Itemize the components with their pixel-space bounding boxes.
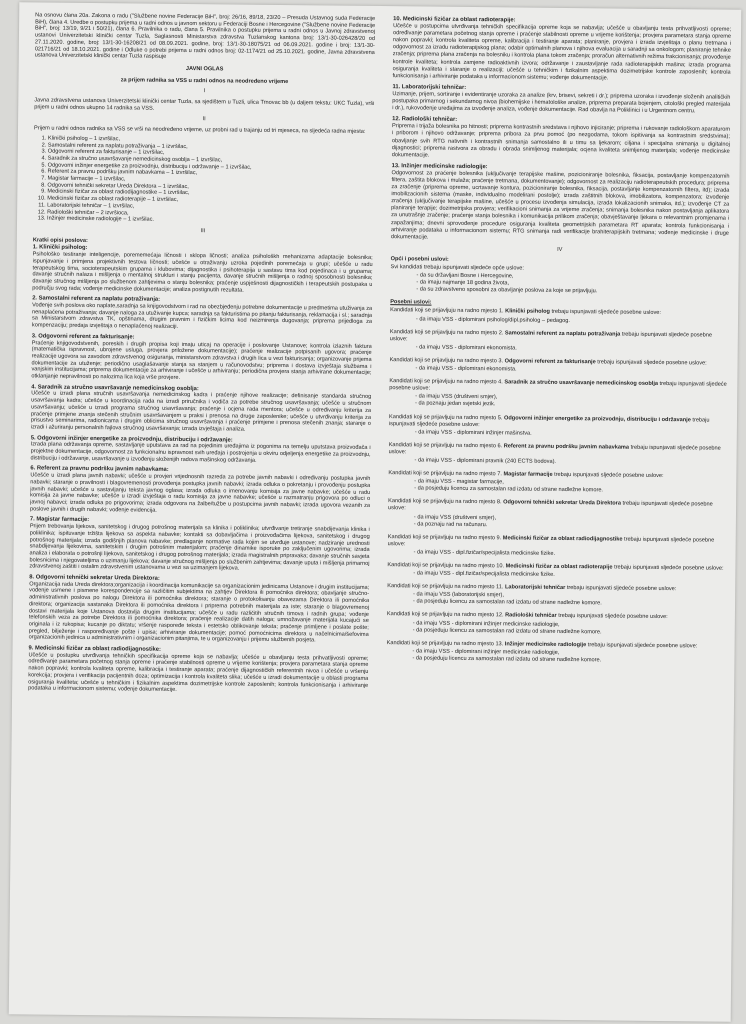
condition-position: Medicinski fizičar za oblast radioterapije [505, 563, 613, 571]
special-condition [389, 414, 727, 440]
special-condition [389, 357, 727, 376]
job-description-title: 9. Medicinski fizičar za oblast radiodijagnostike: [28, 645, 161, 653]
job-description-text: Prijem trebovanja lijekova, sanitetskog i drugog potrošnog materijala sa klinika i poliklinika; utvrđivanje tretiranje snabdijevanja klinika i poliklinika; ispituvanje tržišta lijekova sa aspekta nabavke; kontakti sa dobavljačima i proizvođačima lijekova, sanitetskog i drugog potrošnog materijala; izrada godišnjih planova nabavke; predlaganje normative rada kojim se utvrđuje ustanove; nadziranje urednosti snabdijevanja lijekovima, sanitetskim i drugim potrošnim materijalom; praćenje dinamike isporuke po zaključenim ugovorima; izrada analiza i elaborata o potrošnji lijekova, sanitetskog i drugog potrošnog materijala; izrada magistralnih pripravaka; davanje stručnih savjeta bolesnicima i njegovateljima o uzimanju lijekova; davanje stručnog mišljenja po službenim zahtjevima; davanje uputa i mišljenja primarnoj zdravstvenoj zaštiti i ostalim zdravstvenim ustanovama u vezi sa uzimanjem lijekova. [29, 523, 370, 572]
job-description [393, 16, 732, 83]
section-number: I [203, 88, 206, 95]
condition-item: - da imaju VSS - diplomirani psiholog/dipl.psiholog – pedagog. [416, 316, 728, 326]
left-column [25, 12, 375, 1010]
position-item: 10. Medicinski fizičar za oblast radioterapije – 1 izvršilac, [47, 196, 373, 206]
condition-prefix: Kandidati koji se prijavljuju na radno mjesto 12. [386, 611, 504, 619]
right-column [383, 16, 731, 1013]
condition-prefix: Kandidati koji se prijavljuju na radno mjesto 2. [389, 328, 504, 336]
positions-list [47, 135, 374, 226]
condition-prefix: Kandidati koji se prijavljuju na radno mjesto 4. [389, 378, 503, 386]
job-description-text: Priprema i trijaža bolesnika po hitnosti; priprema kontrastnih sredstava i njihovo injiciranje; priprema i rukovanje radiološkom aparaturom i priborom i njihovo održavanje; priprema pribora za prvu pomoć (po nezgodama, tokom ispitivanja sa kontrastnim sredstvima); obavljanje svih RTG nativnih i kontrastnih snimanja samostalno ili u timu sa ljekarom; ciljana i specijalna snimanja u digitalnoj dijagnostici; priprema rastvora za obradu i obrada snimljenog materijala; ocjena kvaliteta snimljenog materijala; vođenje medicinske dokumentacije. [391, 123, 731, 159]
general-conditions-heading: Opći i posebni uslovi: [390, 256, 449, 263]
condition-position: Odgovorni tehnički sekretar Ureda Direktora [503, 499, 622, 507]
special-condition [389, 442, 727, 468]
condition-prefix: Kandidati koji se prijavljuju na radno mjesto 6. [388, 441, 503, 450]
position-item: 2. Samostalni referent za naplatu potraživanja – 1 izvršilac, [48, 142, 374, 152]
section-2-intro: Prijem u radni odnos radnika sa VSS se vrši na neodređeno vrijeme, uz probni rad u trajanju od tri mjeseca, na sljedeća radna mjesta: [33, 125, 366, 136]
condition-position: Samostalni referent za naplatu potraživanja [504, 330, 621, 338]
condition-position: Inžinjer medicinske radiologije [504, 641, 587, 648]
section-1-text: Javna zdravstvena ustanova Univerzitetski klinički centar Tuzla, sa sjedištem u Tuzli, ulica Trnovac bb (u daljem tekstu: UKC Tuzla), vrši prijem u radni odnos ukupno 14 radnika sa VSS. [34, 97, 375, 112]
condition-suffix: trebaju ispunjavati sljedeće posebne uslove: [551, 309, 661, 317]
job-description [29, 574, 370, 645]
condition-prefix: Kandidati koji se prijavljuju na radno mjesto 5. [388, 413, 503, 421]
position-item: 1. Klinički psiholog – 1 izvršilac, [48, 135, 374, 145]
job-description [31, 333, 371, 383]
position-item: 4. Saradnik za stručno usavršavanje nemedicinskog osoblja – 1 izvršilac, [48, 156, 374, 166]
job-description-title: 8. Odgovorni tehnički sekretar Ureda Direktora: [29, 574, 160, 582]
job-description-text: Učešće u izradi plana stručnih usavršavanja nemedicinskog kadra i praćenje njihove realizacije; definisanje standarda stručnog usavršavanja kadra; učešće u koordinacija rada na izradi priručnika i vodiča za potrebe stručnog usavršavanja; učešće u stručnom usavršavanju; učešće u izradi programa stručnog usavršavanja; praćenje i ocjena rada mentora; učešće u određivanju kriterija za praćenje primjene znanja stečenih stručnim usavršavanjem u praksi i prenosa na druge zaposlenike; učešće u utvrđivanju kriterija za prisustvo seminarima, radionicama i drugim oblicima stručnog usavršavanja i praćenje primjene i prenosa stečenih znanja; staranje o izradi i ažuriranju personalnih fajlova stručnog usavršavanja; izrada izvještaja i analiza. [30, 390, 372, 433]
condition-suffix: trebaju ispunjavati sljedeće posebne uslove: [388, 416, 710, 428]
job-description-text: Praćenje knjigovodstvenih, poreskih i drugih propisa koji imaju uticaj na operacije i poslovanje Ustanove; kontrola izlaznih faktura (matematička ispravnost, ubrojene usluga, provjera priložene dokumentacije); praćenje realizacije potpisanih ugovora; praćenje realizacije ugovora sa zavodom zdravstvenog osiguranja, ministarstvom zdravstva i drugih lica u vezi fakturisanja; organizovanje prijema dokumentacije za utuženje; periodično usaglašavanje stanja sa stanjem u računovodstvu; priprema i dostava izvještaja službama i vanjskim institucijama; priprema dokumentacije za arhiviranje i učešće u arhiviranju; periodična provjera stanja arhivirane dokumentacije; otklanjanje nepravilnosti po nalozima lica koja vrše provjere. [31, 339, 372, 381]
condition-position: Magistar farmacije [503, 471, 553, 478]
job-description-title: 13. Inžinjer medicinske radiologije: [391, 162, 488, 170]
condition-prefix: Kandidati koji se prijavljuju na radno mjesto 9. [387, 533, 502, 542]
condition-position: Odgovorni inžinjer energetike za proizvodnju, distribuciju i održavanje [504, 414, 691, 423]
condition-suffix: trebaju ispunjavati sljedeće posebne uslove: [387, 536, 715, 548]
condition-suffix: trebaju ispunjavati sljedeće posebne uslove: [566, 585, 677, 593]
condition-prefix: Kandidati koji se prijavljuju na radno mjesto 1. [390, 307, 504, 315]
job-description-title: 2. Samostalni referent za naplatu potraživanja: [32, 295, 161, 304]
condition-prefix: Kandidati koji se prijavljuju na radno mjesto 11. [387, 583, 504, 591]
special-condition [386, 640, 724, 666]
position-item: 8. Odgovorni tehnički sekretar Ureda Direktora – 1 izvršilac, [47, 182, 373, 192]
condition-item: - da imaju VSS - diplomirani ekonomista. [416, 344, 728, 354]
position-item: 13. Inžinjer medicinske radiologije – 1 izvršilac. [47, 216, 373, 226]
job-description-title: 11. Laboratorijski tehničar: [392, 84, 467, 91]
condition-item: - da posjeduju licencu za samostalan rad izdatu od strane nadležne komore. [413, 599, 725, 609]
condition-item: - da imaju najmanje 18 godina života, [416, 280, 728, 290]
condition-suffix: trebaju ispunjavati sljedeće posebne uslove: [389, 331, 713, 343]
condition-prefix: Kandidati koji se prijavljuju na radno mjesto 7. [388, 470, 502, 478]
condition-item: - da imaju VSS (društveni smjer), [415, 394, 727, 404]
job-description-text: Organizacija rada Ureda direktora;organizacija i koordinacija komunikacije sa organizacionim jedinicama Ustanove i drugim institucijama; vođenje usmene i pismene korespondencije sa različitim subjektima na zahtjev Direktora ili pomoćnika direktora; obavljanje stručno-administrativnih poslova po nalogu Direktora ili pomoćnika direktora; staranje o protokolisanju obavezama Direktora ili pomoćnika direktora; organizacija sastanaka Direktora ili pomoćnika direktora i priprema potrebnih materijala za iste; staranje o blagovremenoj dostavi materijala koje Ustanova dostavlja drugim institucijama; učešće u radu različitih stručnih timova i radnih grupa; vođenje telefonskih veza za potrebe Direktora ili pomoćnika direktora; praćenje realizacije datih naloga; umnožavanje materijala kucajući se originala i iz rukopisa; kucanje po diktatu; vršenje raspoređe teksta i estetsko oblikovanje teksta; praćenje primljene i poslate pošte; pregled, bilježenje i raspoređivanje pošte i upisa; arhiviranje dokumentacije; pomoć pomoćnicima direktora u načelnicima/šefovima organizacionih jedinica u administrativnim i organizacionim pitanjima, te u organizovanju i prijemu službenih posjeta. [28, 581, 370, 644]
general-conditions [390, 264, 728, 297]
job-description [31, 384, 371, 434]
condition-suffix: trebaju ispunjavati sljedeće posebne uslove: [614, 564, 724, 572]
special-condition [388, 534, 726, 560]
job-description [391, 163, 730, 245]
condition-suffix: trebaju ispunjavati sljedeće posebne uslove: [389, 381, 727, 392]
condition-position: Saradnik za stručno usavršavanje nemedicinskog osoblja [504, 379, 659, 388]
special-condition [389, 378, 727, 411]
job-description-title: 6. Referent za pravnu podršku javnim nabavkama: [30, 465, 169, 474]
section-number: III [200, 228, 206, 235]
special-condition [387, 583, 725, 609]
job-description-text: Odgovornost za praćenje bolesnika (uključivanje terapijske mašine, pozicioniranje bolesnika, fiksacija, postavljanje kompenzatornih filtera, zaštita blokova i mulaža; praćenje tretmana, dokumentovanje); odgovornost za realizaciju radioterapeutskih procedura; priprema za zračenje (priprema opreme, ucrtavanje kontura, pozicioniranje bolesnika, fiksacija, postavljanje kompenzatornih filtera, itd); izrada imobilizacionih sistema (maske, individualno modelirani postolje); izrada zaštitnih blokova, imobilizatora, kompenzatora; izvođenje zračenja (uključivanje terapijske mašine, učešće u procesu izvođenja simulacija, izrada lokalizacionih snimaka, itd.); izvođenje CT za planiranje terapije; dozimetrijska provjera; verifikacioni snimanja za vrijeme zračenja; snimanja bolesnika nakon postavljanja aplikatora za unutrašnje zračenje; praćenje stanja bolesnika i komunikacija prilikom zračenja; obavještavanje ljekara o relevantnim promjenama i zapažanjima; dnevni sprovođenje procedure osiguranja kvaliteta geometrijskih parametara RT aparata; kontrola funkcionisanja i arhiviranje podataka u informacionom sistemu; RTG snimanja radi verifikacije brahiterapijskih tretmana; vođenje medicinske i druge dokumentacije. [390, 170, 730, 241]
position-item: 7. Magistar farmacije – 1 izvršilac, [47, 176, 373, 186]
condition-suffix: trebaju ispunjavati sljedeće posebne uslove: [388, 500, 713, 512]
position-item: 11. Laboratorijski tehničar – 1 izvršilac, [47, 202, 373, 212]
job-description-title: 3. Odgovorni referent za fakturisanje: [31, 333, 135, 341]
condition-item: - da imaju VSS - dipl.fizičar/specijalista medicinske fizike. [414, 549, 726, 559]
condition-prefix: Kandidati koji se prijavljuju na radno mjesto 8. [388, 498, 502, 506]
job-descriptions-heading: Kratki opisi poslova: [32, 237, 88, 244]
section-number: II [202, 116, 206, 123]
job-description [28, 645, 368, 695]
job-description-title: 7. Magistar farmacije: [29, 516, 90, 524]
position-item: 9. Medicinski fizičar za oblast radiodijagnostike – 1 izvršilac, [47, 189, 373, 199]
job-description [392, 84, 730, 116]
condition-item: - da posjeduju licencu za samostalan rad izdatu od strane nadležne komore. [413, 627, 725, 637]
position-item: 5. Odgovorni inžinjer energetike za proizvodnju, distribuciju i održavanje – 1 izvršilac, [48, 162, 374, 172]
condition-item: - da imaju VSS - diplomirani ekonomista. [415, 365, 727, 375]
job-description-title: 12. Radiološki tehničar: [392, 116, 458, 124]
job-description-title: 5. Odgovorni inžinjer energetike za proizvodnju, distribuciju i održavanje: [30, 435, 233, 444]
condition-item: - da poznaju jedan svjetski jezik. [415, 401, 727, 411]
condition-item: - da posjeduju licencu za samostalan rad izdatu od strane nadležne komore. [412, 655, 724, 665]
condition-item: - da imaju VSS - diplomirani inžinjer medicinske radiologije, [413, 620, 725, 630]
special-condition [388, 498, 726, 531]
announcement-subtitle: za prijem radnika sa VSS u radni odnos na neodređeno vrijeme [120, 76, 289, 85]
condition-suffix: trebaju ispunjavati sljedeće posebne uslove: [587, 641, 698, 650]
job-description-text: Učešće u postupku utvrđivanja tehničkih specifikacija opreme koja se nabavlja; učešće u obavljanju testa prihvatljivosti opreme; određivanje parametara početnog stanja opreme i praćenje stabilnosti opreme u vrijeme korištenja; provjera parametara stanja opreme nakon popravki; kontrola kvaliteta opreme, kalibracija i testiranje aparata; praćenje dijagnostičkih referentnih nivoa i učešće u vršenju korekcija; provjera i verifikacija pacijentnih doza; optimizacija i kontrola kvaliteta slika; učešće u izradi dokumentacije u oblasti programa osiguranja kvaliteta; učešće u tehničkim i fizikalnim aspektima dozimetrijske kontrole zaposlenih; kontrola funkcionisanja i arhiviranje podataka u informacionom sistemu; vođenje dokumentacije. [28, 652, 369, 694]
condition-suffix: trebaju ispunjavati sljedeće posebne uslove: [558, 613, 668, 621]
condition-suffix: trebaju ispunjavati sljedeće posebne uslove: [388, 444, 721, 456]
job-description-text: Psihološko testiranje inteligencije, porememećaja ličnosti i sklopa ličnosti; analiza psihološkh mehanizama adaptacije bolesnika; ispunjavanje i primjena projektivnih testova ličnosti; učešće u otraživanju uzroka pojedinih poremećaja u grupi; učešće u radu terapeutskog tima, socioterapeutskim grupama i klubovima; dijagnostika i psihoterapija u sastavu tima kod pojedinaca i u grupama; davanje stručnih nalaza i mišljenja o mentalnoj strukturi i stanju pacijenta, davanje stručnih mišljenja o radnoj sposobnosti bolesnika; davanje stručnog mišljenja po službenom zahtjevima o stanju bolesnika; praćenje uspješnosti dijagnostičkih i terapeutskih postupaka u području svog rada; vođenje medicinske dokumentacije; analiza postignutih rezultata. [32, 251, 373, 294]
condition-suffix: trebaju ispunjavati sljedeće posebne uslove: [597, 359, 707, 367]
special-conditions-heading: Posebni uslovi: [390, 299, 432, 306]
special-condition [390, 308, 728, 327]
position-item: 12. Radiološki tehničar – 2 izvršioca, [47, 209, 373, 219]
general-conditions-list [416, 273, 728, 298]
condition-prefix: Kandidati koji se prijavljuju na radno mjesto 13. [386, 639, 504, 648]
job-description [30, 466, 370, 516]
job-description [392, 116, 730, 162]
condition-item: - da su zdravstveno sposobni za obavljanje poslova za koje se prijavljuju. [416, 287, 728, 297]
announcement-title: JAVNI OGLAS [185, 65, 224, 73]
condition-item: - da imaju VSS - diplomirani inžinjer mašinstva. [415, 429, 727, 439]
condition-item: - da imaju VSS - diplomirani pravnik (240 ECTS bodova). [414, 457, 726, 467]
position-item: 6. Referent za pravnu podršku javnim nabavkama – 1 izvršilac, [48, 169, 374, 179]
job-description-title: 4. Saradnik za stručno usavršavanje nemedicinskog osoblja: [31, 384, 199, 392]
section-number: IV [557, 246, 563, 253]
job-description-title: 1. Klinički psiholog: [32, 244, 88, 252]
job-description-text: Izrada plana održavanja opreme, sastavljanje uputstava za rad na pojedinim uređajima iz pogonima na temelju uputstava proizvođača i projektne dokumentacije, odgovornost za funkcionalnu ispravnost svih uređaja i postrojenja u okviru odjeljenja energetike za proizvodnju, distribuciju i održavanje, usavršavanje u izvođenju složenijih radova mašinskog održavanja. [30, 441, 371, 464]
job-description-title: 10. Medicinski fizičar za oblast radioterapije: [393, 16, 516, 24]
condition-position: Referent za pravnu podršku javnim nabavkama [503, 443, 630, 451]
condition-item: - da poznaju rad na računaru. [414, 521, 726, 531]
special-condition [387, 612, 725, 638]
job-description-text: Uzimanje, prijem, sortiranje i evidentiranje uzoraka za analize (krv, brisevi, sekreti i dr.); priprema uzoraka i izvođenje složenih analitičkih postupaka primarnog i sekundarnog nivoa (biohemijske i hematološke analize, priprema preparata bojenjem, citološki pregled materijala i dr.), rukovođenje uređajima za izvođenje analiza, vođenje dokumentacije. Rad obavlja na Poliklinici i u Urgentnom centru. [392, 91, 731, 115]
condition-position: Odgovorni referent za fakturisanje [504, 358, 596, 366]
job-description [32, 245, 372, 295]
condition-prefix: Kandidati koji se prijavljuju na radno mjesto 3. [389, 357, 504, 365]
job-description [29, 517, 370, 574]
job-description-text: Učešće u postupcima utvrđivanja tehničkih specifikacija opreme koja se nabavlja; učešće u obavljanju testa prihvatljivosti opreme; određivanje parametara početnog stanja opreme i praćenje stabilnosti opreme u vrijeme korištenja; provjera parametara stanja opreme nakon popravki; kontrola kvaliteta opreme, kalibracija i testiranje aparata; planiranje, provjera i izrada izvještaja o planu tretmana i odgovornost za izradu radioterapijskog plana; odabir optimalnih planova i njihova evaluacija u saradnji sa onkologom; planiranje tehnike zračenja; priprema plana zračenja na bolesniku i kontrola plana tokom zračenja; proračun alternativnih režima frakcionisanja; provođenje kontrole kvaliteta; kontrola zamjene radioaktivnih izvora; održavanje i zaustavljanje rada radioterapijskih mašina; izrada programa osiguranja kvaliteta i staranje o realizaciji; učešće u tehničkim i fizikalnim aspektima dozimetrijske kontrole zaposlenih; kontrola funkcionisanja i arhiviranje podataka u informacionom sistemu; vođenje dokumentacije. [392, 23, 732, 82]
condition-item: - da imaju VSS - diplomirani inžinjer medicinske radiologije, [413, 648, 725, 658]
condition-item: - da posjeduju licencu za samostalan rad izdatu od strane nadležne komore. [414, 486, 726, 496]
special-condition [387, 562, 725, 581]
job-description-text: Učešće u izradi plana javnih nabavki; učešće u provjeri vrijednosnih razreda za potrebe javnih nabavki i određivanju postupka javnih nabavki; staranje o pravilnosti i blagovremenosti provođenja postupka javnih nabavki; izrada odluka o pokretanju i provođenju postupka javnih nabavki; učešće u sastavljanju teksta javnog oglasa; izrada odluka o imenovanju komisija za javne nabavke; učešće u radu komisija za javne nabavke; učešće u izradi izvještaja o radu komisija za javne nabavke; učešće u razmatranju prigovora po odluci o javnoj nabavci; izrada odluka po prigovorima; izrada odgovora na žalbe/tužbe u postupcima javnih nabavki; izrada ugovora vezanih za poslove javnih i drugih nabavki; vođenje evidencija. [29, 472, 371, 514]
condition-position: Medicinski fizičar za oblast radiodijagnostike [502, 535, 623, 543]
position-item: 3. Odgovorni referent za fakturisanje – 1 izvršilac, [48, 149, 374, 159]
condition-position: Klinički psiholog [505, 308, 550, 316]
special-condition [388, 470, 726, 496]
condition-position: Radiološki tehničar [505, 612, 557, 620]
job-description-text: Vođenje svih poslova oko naplate,saradnja sa knjigovodstvom i rad na obezbjeđenju potrebne dokumentacije u predmetima utuživanja za nenaplaćena potraživanja; davanje naloga za utuživanje kupca; saradnja sa fakturistima po pitanju fakturisanja, reklamacija i sl.; saradnja sa Ministarstvom zdravstva TK, opštinama, drugim pravnim i fizičkim licima kod neizmirenja dugovanja; priprema prijedloga za kompenzaciju; predaja izvještaja o nenaplaćenoj realizaciji. [31, 302, 373, 331]
condition-suffix: trebaju ispunjavati sljedeće posebne uslove: [554, 471, 664, 480]
condition-item: - da imaju VSS - magistar farmacije, [414, 479, 726, 489]
condition-prefix: Kandidati koji se prijavljuju na radno mjesto 10. [387, 562, 505, 570]
intro-paragraph: Na osnovu člana 20a. Zakona o radu ("Službene novine Federacije BiH", broj: 26/16, 89/18, 23/20 – Presuda Ustavnog suda Federacije BiH), člana 4. Uredbe o postupku prijema u radni odnos u javnom sektoru u Federaciji Bosne i Hercegovine ("Službene novine Federacije BiH", broj: 13/19, 9/21 i 50/21), člana 6. Pravilnika o radu, člana 5. Pravilnika o postupku prijema u radni odnos u Javnoj zdravstvenoj ustanovi Univerzitetski klinički centar Tuzla, Saglasnosti Ministarstva zdravstva Tuzlanskog kantona broj: 13/1-30-026428/20 od 27.11.2020. godine, broj: 13/1-30-16208/21 od 08.09.2021. godine, broj: 13/1-30-18075/21 od 06.09.2021. godine i broj: 13/1-30-021716/21 od 18.10.2021. godine i Odluke o potrebi prijema u radni odnos broj: 02-1174/21 od 25.10.2021. godine, Javna zdravstvena ustanova Univerzitetski klinički centar Tuzla raspisuje [34, 12, 376, 61]
general-conditions-intro: Svi kandidati trebaju ispunjavati sljedeće opće uslove: [390, 264, 524, 272]
condition-item: - da imaju VSS - dipl.fizičar/specijalista medicinske fizike. [413, 570, 725, 580]
condition-item: - da imaju VSS (društveni smjer), [414, 514, 726, 524]
job-description [32, 296, 372, 333]
newspaper-page [9, 2, 742, 1022]
special-condition [390, 329, 728, 355]
condition-item: - da su državljani Bosne i Hercegovine, [416, 273, 728, 283]
job-description [31, 435, 371, 465]
condition-position: Laboratorijski tehničar [504, 584, 566, 592]
condition-item: - da imaju VSS (laboratorijski smjer), [413, 592, 725, 602]
